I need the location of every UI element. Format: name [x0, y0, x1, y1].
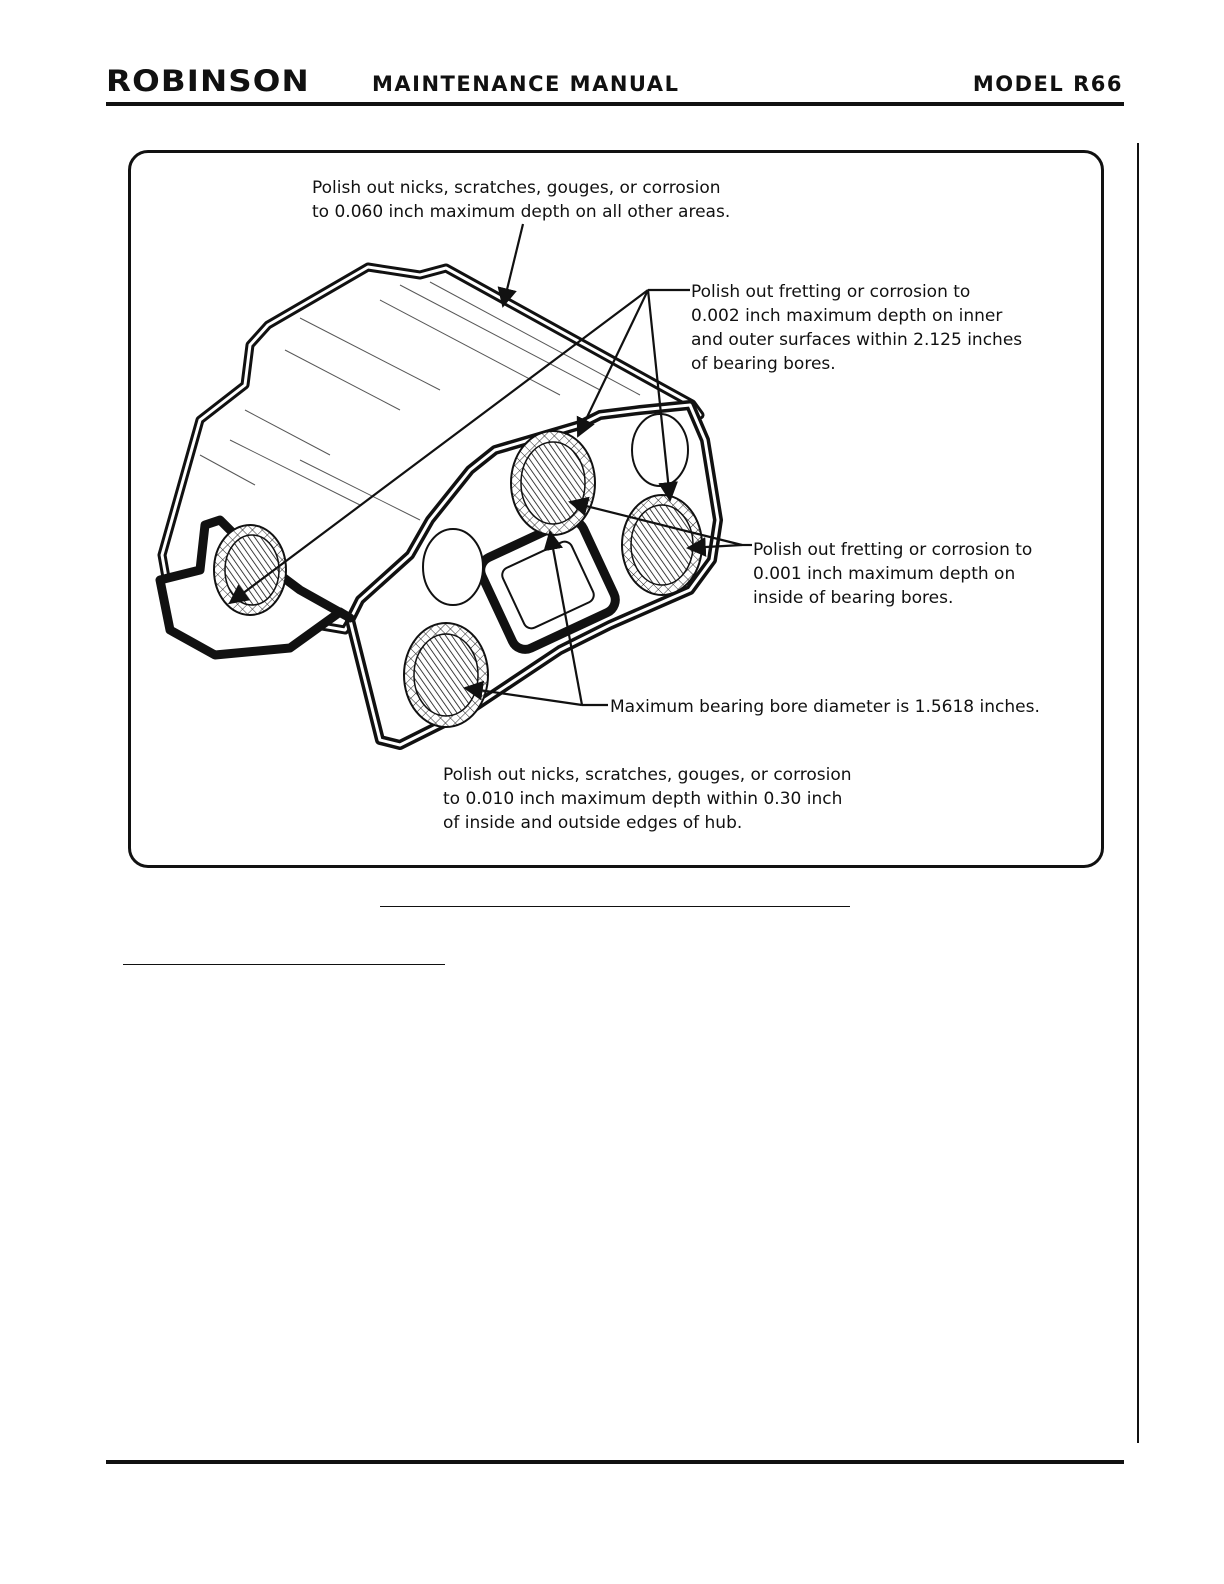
figure-caption-rule — [380, 906, 850, 907]
bearing-bore — [404, 623, 488, 727]
callout-line: to 0.010 inch maximum depth within 0.30 inch — [443, 789, 843, 809]
callout-line: of bearing bores. — [691, 354, 836, 374]
callout-line: and outer surfaces within 2.125 inches — [691, 330, 1023, 350]
callout-other-areas — [312, 176, 730, 224]
callout-line: of inside and outside edges of hub. — [443, 813, 743, 833]
bearing-bore — [511, 431, 595, 535]
callout-fretting-002 — [691, 280, 1022, 376]
callout-line: Polish out nicks, scratches, gouges, or corrosion — [443, 765, 852, 785]
model-name: MODEL R66 — [972, 72, 1123, 96]
manual-title: MAINTENANCE MANUAL — [372, 72, 680, 96]
callout-line: 0.001 inch maximum depth on — [753, 564, 1016, 584]
hub-body — [160, 267, 718, 745]
callout-line: inside of bearing bores. — [753, 588, 954, 608]
callout-line: Polish out fretting or corrosion to — [691, 282, 971, 302]
section-heading-rule — [123, 964, 445, 965]
callout-line: Polish out fretting or corrosion to — [753, 540, 1033, 560]
callout-fretting-001 — [753, 538, 1032, 610]
callout-line: to 0.060 inch maximum depth on all other areas. — [312, 202, 731, 222]
brand-logo: ROBINSON — [106, 64, 310, 98]
callout-hub-edges — [443, 763, 852, 835]
callout-line: 0.002 inch maximum depth on inner — [691, 306, 1003, 326]
callout-line: Polish out nicks, scratches, gouges, or corrosion — [312, 178, 721, 198]
footer-rule — [106, 1460, 1124, 1464]
callout-bore-diameter: Maximum bearing bore diameter is 1.5618 inches. — [610, 697, 1040, 717]
bearing-bore — [622, 495, 702, 595]
